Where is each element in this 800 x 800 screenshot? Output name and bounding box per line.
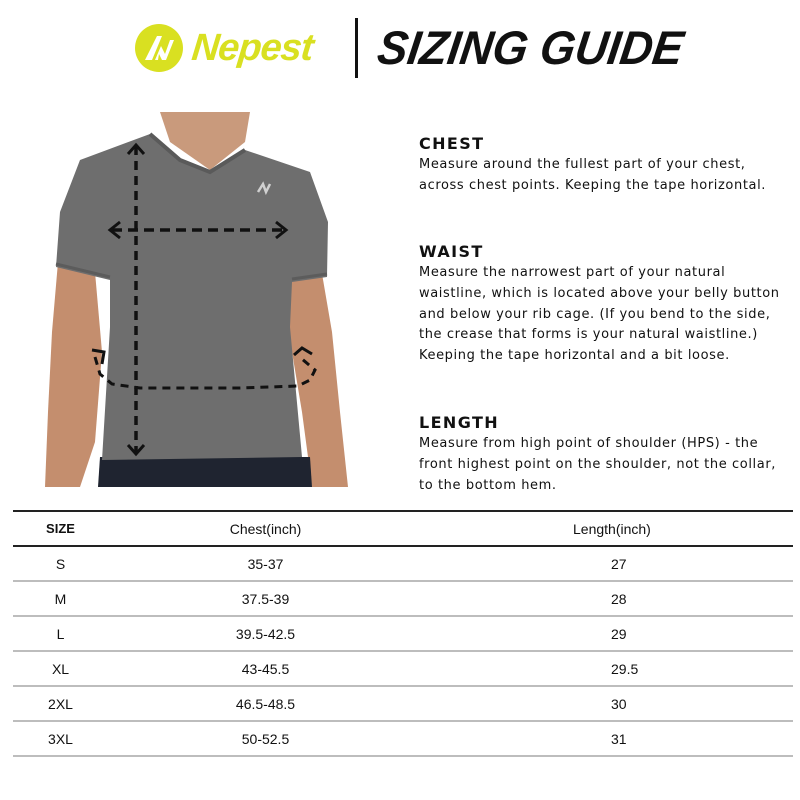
size-cell: M	[13, 581, 108, 616]
table-row	[13, 721, 793, 756]
length-cell: 27	[423, 546, 793, 581]
chest-heading: CHEST	[419, 134, 485, 153]
chest-description: Measure around the fullest part of your chest, across chest points. Keeping the tape horizontal.	[419, 157, 767, 193]
table-row	[13, 616, 793, 651]
chest-cell: 46.5-48.5	[108, 686, 423, 721]
header-length: Length(inch)	[423, 511, 793, 546]
length-cell: 30	[423, 686, 793, 721]
header-chest: Chest(inch)	[108, 511, 423, 546]
brand-name: Nepest	[189, 27, 315, 69]
table-row	[13, 651, 793, 686]
chest-instruction	[419, 134, 794, 197]
header-size: SIZE	[13, 511, 108, 546]
length-cell: 28	[423, 581, 793, 616]
size-cell: S	[13, 546, 108, 581]
table-header-row	[13, 511, 793, 546]
size-cell: 2XL	[13, 686, 108, 721]
waist-instruction	[419, 242, 794, 367]
length-cell: 29.5	[423, 651, 793, 686]
length-instruction	[419, 413, 794, 496]
page-header	[0, 0, 800, 100]
size-chart-table	[13, 510, 793, 757]
chest-cell: 43-45.5	[108, 651, 423, 686]
chest-cell: 50-52.5	[108, 721, 423, 756]
size-cell: 3XL	[13, 721, 108, 756]
chest-cell: 35-37	[108, 546, 423, 581]
chest-cell: 39.5-42.5	[108, 616, 423, 651]
table-row	[13, 686, 793, 721]
length-heading: LENGTH	[419, 413, 500, 432]
size-cell: L	[13, 616, 108, 651]
waist-heading: WAIST	[419, 242, 484, 261]
length-cell: 29	[423, 616, 793, 651]
waist-description: Measure the narrowest part of your natural waistline, which is located above your belly button and below your rib cage. (If you bend to the side, the crease that forms is your natural waistline.) Keeping the tape horizontal and a bit loose.	[419, 265, 780, 364]
chest-cell: 37.5-39	[108, 581, 423, 616]
table-row	[13, 546, 793, 581]
nepest-logo-icon	[135, 24, 183, 72]
page-title: SIZING GUIDE	[374, 20, 687, 75]
size-cell: XL	[13, 651, 108, 686]
length-description: Measure from high point of shoulder (HPS) - the front highest point on the shoulder, not the collar, to the bottom hem.	[419, 436, 777, 493]
table-row	[13, 581, 793, 616]
length-cell: 31	[423, 721, 793, 756]
model-measurement-image	[40, 112, 370, 487]
header-divider	[355, 18, 358, 78]
